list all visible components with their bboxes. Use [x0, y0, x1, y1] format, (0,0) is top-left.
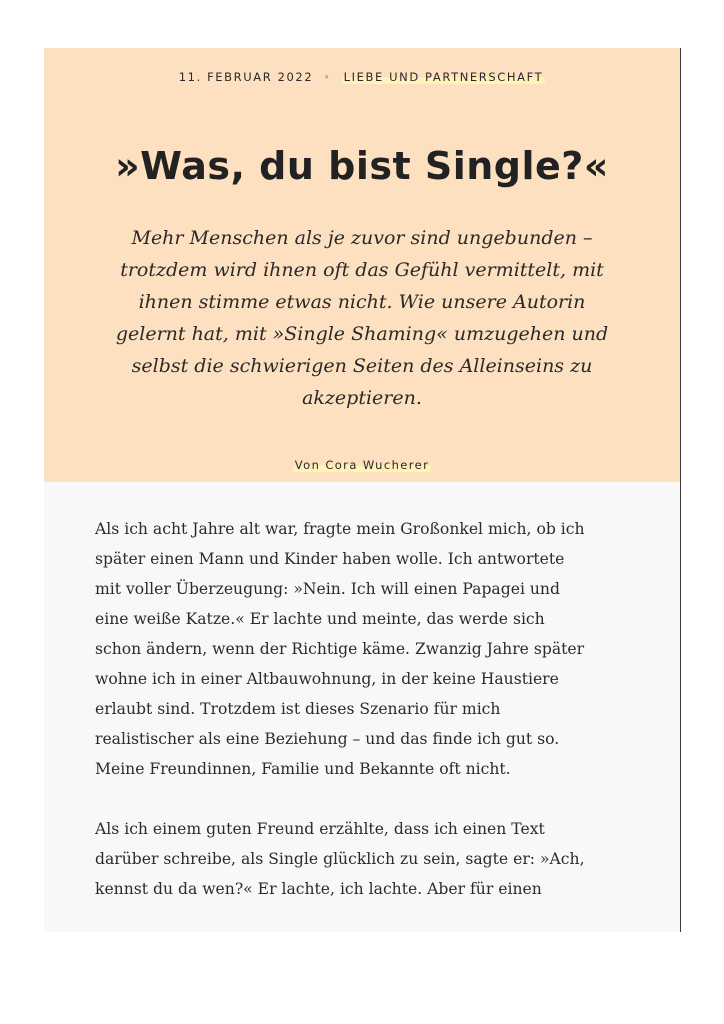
body-line: realistischer als eine Beziehung – und das finde ich gut so. [95, 730, 560, 748]
author-link[interactable]: Von Cora Wucherer [294, 458, 430, 472]
article-author [44, 458, 680, 472]
body-line: Meine Freundinnen, Familie und Bekannte oft nicht. [95, 760, 511, 778]
article-title: »Was, du bist Single?« [115, 144, 609, 188]
article-lead [92, 222, 632, 414]
lead-line: ihnen stimme etwas nicht. Wie unsere Autorin [138, 291, 586, 313]
lead-line: gelernt hat, mit »Single Shaming« umzugehen und [115, 323, 609, 345]
body-paragraph [95, 814, 635, 904]
lead-line: trotzdem wird ihnen oft das Gefühl vermittelt, mit [120, 259, 604, 281]
body-line: wohne ich in einer Altbauwohnung, in der keine Haustiere [95, 670, 559, 688]
body-paragraph [95, 514, 635, 784]
article [44, 48, 681, 932]
body-line: kennst du da wen?« Er lachte, ich lachte. Aber für einen [95, 880, 542, 898]
lead-line: akzeptieren. [302, 387, 422, 409]
body-line: Als ich einem guten Freund erzählte, dass ich einen Text [95, 820, 545, 838]
article-date: 11. FEBRUAR 2022 [178, 70, 314, 84]
lead-line: Mehr Menschen als je zuvor sind ungebunden – [131, 227, 593, 249]
body-line: eine weiße Katze.« Er lachte und meinte, das werde sich [95, 610, 545, 628]
lead-line: selbst die schwierigen Seiten des Alleinseins zu [131, 355, 593, 377]
article-meta [44, 70, 680, 84]
body-line: mit voller Überzeugung: »Nein. Ich will einen Papagei und [95, 580, 560, 598]
body-line: darüber schreibe, als Single glücklich zu sein, sagte er: »Ach, [95, 850, 585, 868]
body-line: erlaubt sind. Trotzdem ist dieses Szenario für mich [95, 700, 501, 718]
article-body [95, 514, 635, 934]
category-link[interactable]: LIEBE UND PARTNERSCHAFT [343, 70, 544, 84]
body-line: Als ich acht Jahre alt war, fragte mein Großonkel mich, ob ich [95, 520, 585, 538]
meta-separator: • [323, 70, 332, 84]
body-line: später einen Mann und Kinder haben wolle. Ich antwortete [95, 550, 565, 568]
article-header [44, 48, 680, 482]
body-line: schon ändern, wenn der Richtige käme. Zwanzig Jahre später [95, 640, 585, 658]
